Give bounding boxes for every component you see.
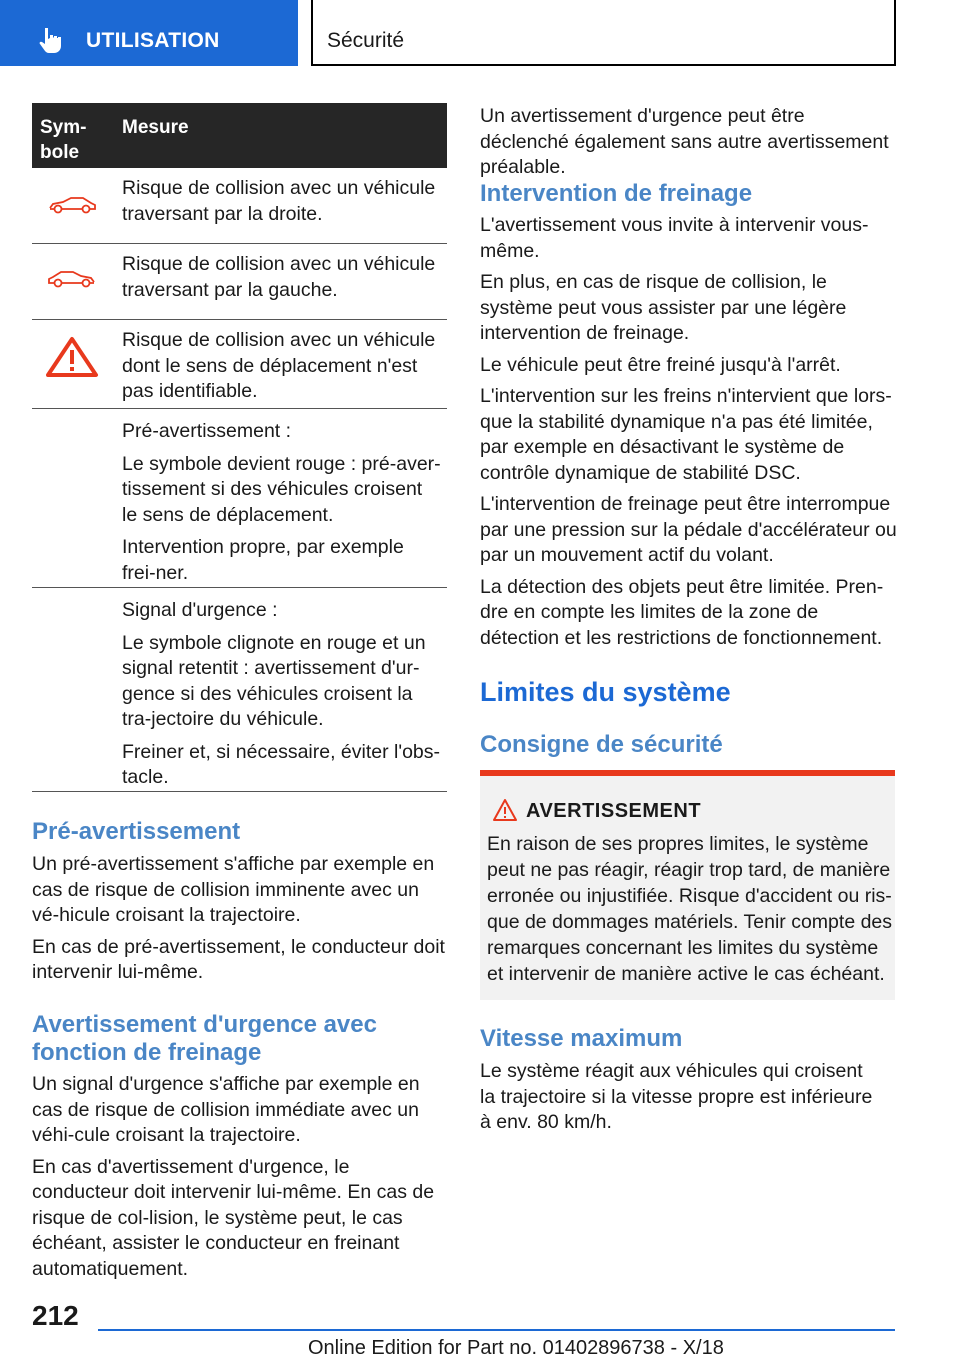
paragraph: En cas d'avertissement d'urgence, le conducteur doit intervenir lui-même. En cas de risque de col‐lision, le système peut, le cas échéant, assister le conducteur en freinant automatiquement. xyxy=(32,1155,435,1280)
page-title: Sécurité xyxy=(327,29,405,52)
paragraph: Le système réagit aux véhicules qui croisent la trajectoire si la vitesse propre est inférieure à env. 80 km/h. xyxy=(480,1060,873,1133)
heading-system-limits: Limites du système xyxy=(480,677,731,707)
car-icon xyxy=(47,196,97,214)
warning-triangle-icon xyxy=(45,336,99,378)
row-text: Le symbole clignote en rouge et un signal retentit : avertissement d'ur‐gence si des véhicules croisent la tra‐jectoire du véhicule. xyxy=(122,631,426,730)
row-text: Intervention propre, par exemple frei‐ner. xyxy=(122,536,404,584)
section-tab[interactable] xyxy=(0,0,298,66)
paragraph: L'intervention de freinage peut être interrompue par une pression sur la pédale d'accélérateur ou par un mouvement actif du volant. xyxy=(480,493,897,566)
row-text: Risque de collision avec un véhicule dont le sens de déplacement n'est pas identifiable. xyxy=(122,329,436,402)
paragraph: En cas de pré-avertissement, le conducteur doit intervenir lui-même. xyxy=(32,935,445,983)
braking-text xyxy=(480,213,898,657)
warning-triangle-icon xyxy=(492,798,518,822)
section-label: UTILISATION xyxy=(86,29,220,52)
hand-pointer-icon xyxy=(36,26,66,56)
table-row xyxy=(32,588,447,792)
heading-pre-warning: Pré-avertissement xyxy=(32,818,241,845)
paragraph: Un pré-avertissement s'affiche par exemple en cas de risque de collision imminente avec un vé‐hicule croisant la trajectoire. xyxy=(32,853,435,926)
table-row xyxy=(32,409,447,588)
max-speed-text xyxy=(480,1059,880,1142)
row-text: Freiner et, si nécessaire, éviter l'obs‐tacle. xyxy=(122,740,441,788)
paragraph: Un avertissement d'urgence peut être déclenché également sans autre avertissement préalable. xyxy=(480,105,889,178)
footer-rule xyxy=(98,1329,895,1331)
table-bottom-rule xyxy=(32,791,447,792)
edition-text: Online Edition for Part no. 01402896738 - X/18 xyxy=(308,1337,724,1359)
paragraph: Un signal d'urgence s'affiche par exemple en cas de risque de collision immédiate avec un véhi‐cule croisant la trajectoire. xyxy=(32,1073,420,1146)
heading-max-speed: Vitesse maximum xyxy=(480,1025,683,1052)
urgent-warning-text xyxy=(32,1072,450,1288)
page-number: 212 xyxy=(32,1300,79,1331)
row-text: Le symbole devient rouge : pré-aver‐tissement si des véhicules croisent le sens de déplacement. xyxy=(122,452,441,526)
paragraph: La détection des objets peut être limitée. Pren‐dre en compte les limites de la zone de détection et les restrictions de fonctionnement. xyxy=(480,575,884,649)
warning-text: En raison de ses propres limites, le système peut ne pas réagir, réagir trop tard, de manière erronée ou injustifiée. Risque d'accident ou ris‐que de dommages matériels. Tenir compte des remarques concernant les limites du système et intervenir de manière active le cas échéant. xyxy=(487,833,893,985)
heading-braking: Intervention de freinage xyxy=(480,180,753,207)
paragraph: L'avertissement vous invite à intervenir vous-même. xyxy=(480,214,869,262)
paragraph: L'intervention sur les freins n'intervient que lors‐que la stabilité dynamique n'a pas été limitée, par exemple en désactivant le système de contrôle dynamique de stabilité DSC. xyxy=(480,385,892,484)
row-text: Risque de collision avec un véhicule traversant par la droite. xyxy=(122,177,436,225)
table-row xyxy=(32,244,447,320)
table-row xyxy=(32,168,447,244)
warning-title: AVERTISSEMENT xyxy=(526,800,702,822)
pre-warning-text xyxy=(32,852,450,992)
heading-safety: Consigne de sécurité xyxy=(480,731,723,758)
column-header-measure: Mesure xyxy=(122,117,189,138)
intro-text xyxy=(480,104,898,187)
heading-urgent-warning: Avertissement d'urgence avec fonction de freinage xyxy=(32,1011,377,1066)
page-title-box xyxy=(311,0,896,66)
row-text: Signal d'urgence : xyxy=(122,599,278,621)
car-icon xyxy=(47,270,97,288)
warning-box xyxy=(480,770,895,1000)
row-text: Pré-avertissement : xyxy=(122,420,292,442)
paragraph: Le véhicule peut être freiné jusqu'à l'arrêt. xyxy=(480,353,841,376)
row-text: Risque de collision avec un véhicule traversant par la gauche. xyxy=(122,253,436,301)
table-header xyxy=(32,103,447,168)
table-row xyxy=(32,320,447,409)
column-header-symbol: Sym‐bole xyxy=(40,117,87,163)
paragraph: En plus, en cas de risque de collision, le système peut vous assister par une légère intervention de freinage. xyxy=(480,271,847,344)
